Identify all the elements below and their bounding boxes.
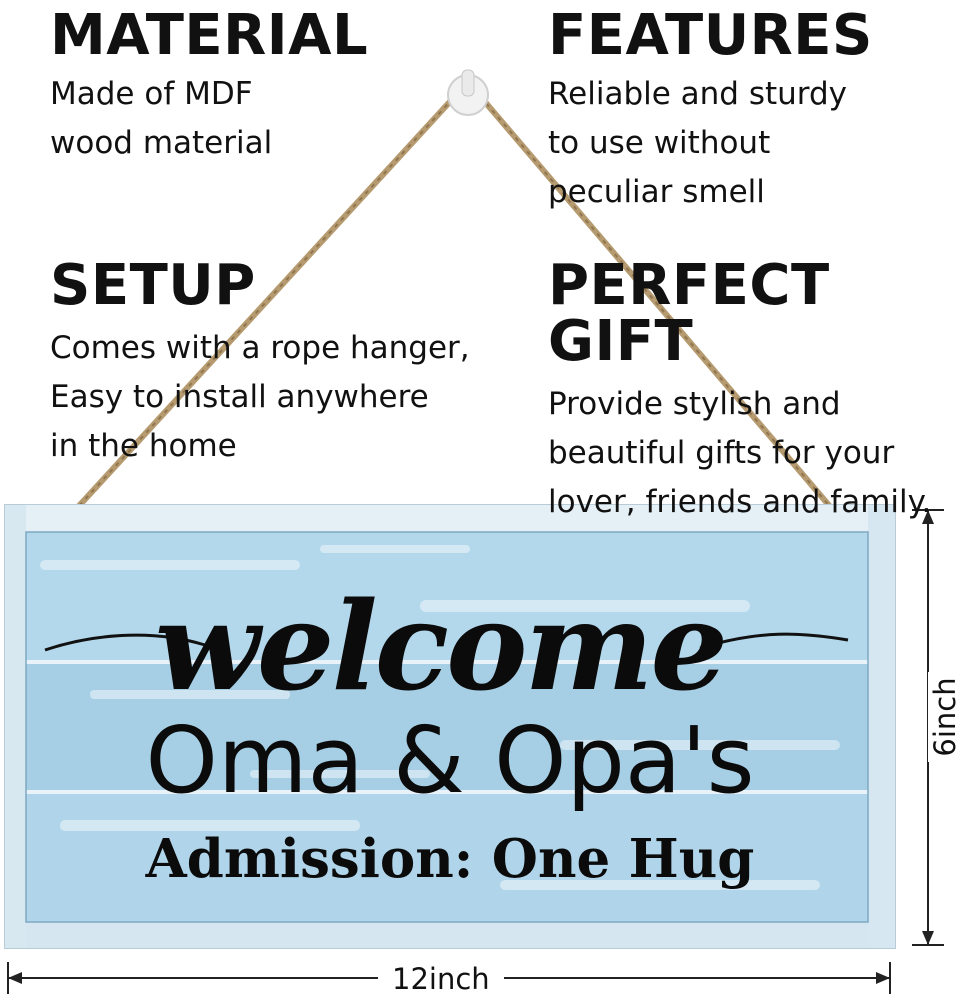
feature-perfect-gift — [548, 253, 950, 527]
feature-line: wood material — [50, 125, 273, 161]
feature-line: Provide stylish and — [548, 386, 841, 422]
width-label: 12inch — [378, 962, 504, 996]
feature-title: MATERIAL — [50, 3, 369, 68]
feature-line: Reliable and sturdy — [548, 76, 848, 112]
feature-features — [548, 3, 873, 217]
feature-title: SETUP — [50, 253, 256, 318]
feature-line: Easy to install anywhere — [50, 379, 429, 415]
feature-material — [50, 3, 369, 168]
feature-line: Comes with a rope hanger, — [50, 330, 470, 366]
sign-welcome-text: welcome — [154, 574, 726, 718]
feature-line: to use without — [548, 125, 771, 161]
height-label: 6inch — [928, 672, 962, 762]
feature-line: lover, friends and family. — [548, 484, 932, 520]
sign-admission-text: Admission: One Hug — [145, 828, 755, 890]
feature-setup — [50, 253, 470, 471]
feature-line: Made of MDF — [50, 76, 253, 112]
sign-names-text: Oma & Opa's — [145, 707, 755, 814]
feature-line: beautiful gifts for your — [548, 435, 895, 471]
feature-title: FEATURES — [548, 3, 873, 68]
feature-line: in the home — [50, 428, 237, 464]
feature-title: PERFECT GIFT — [548, 253, 830, 374]
feature-line: peculiar smell — [548, 174, 765, 210]
